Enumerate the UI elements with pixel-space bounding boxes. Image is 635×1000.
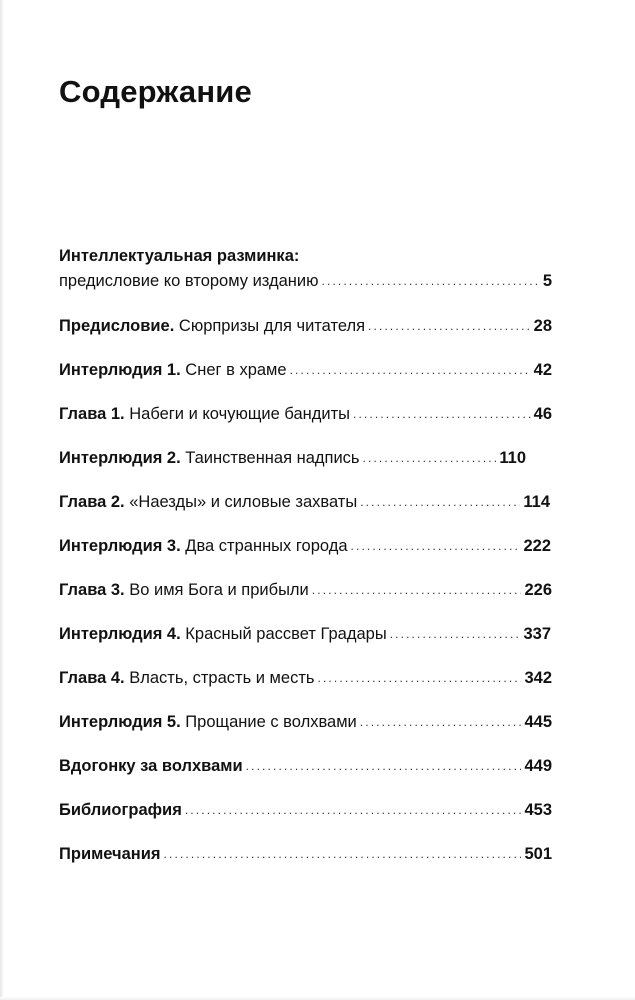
toc-entry-text: Власть, страсть и месть: [124, 669, 315, 687]
toc-entry: [59, 316, 552, 337]
toc-entry: [59, 624, 551, 645]
toc-entry: [59, 712, 552, 733]
toc-entry-label: [59, 448, 360, 468]
dot-leader: [360, 492, 520, 512]
toc-page-number: 342: [524, 669, 552, 687]
dot-leader: [312, 580, 522, 600]
toc-entry: [59, 800, 552, 821]
toc-entry-lead: Интерлюдия 5.: [59, 713, 181, 731]
toc-entry-text: Снег в храме: [180, 361, 287, 379]
toc-entry-lead: Библиография: [59, 801, 182, 819]
toc-entry-label: [59, 316, 365, 336]
toc-entry-label: [59, 580, 309, 600]
dot-leader: [322, 271, 540, 291]
toc-entry-label: [59, 271, 319, 291]
toc-page-number: 46: [533, 405, 552, 423]
toc-entry-text: Два странных города: [180, 537, 348, 555]
toc-entry-line: [59, 668, 552, 689]
toc-entry-text: Во имя Бога и прибыли: [124, 581, 309, 599]
page-title: Содержание: [59, 74, 252, 109]
dot-leader: [246, 756, 522, 776]
toc-entry-label: [59, 668, 314, 688]
toc-entry-label: [59, 844, 161, 864]
toc-page-number: 114: [523, 493, 550, 511]
toc-entry-lead: Интерлюдия 3.: [59, 537, 181, 555]
toc-entry: [59, 492, 550, 513]
dot-leader: [290, 360, 531, 380]
toc-page-number: 42: [533, 361, 552, 379]
toc-page-number: 337: [523, 625, 551, 643]
toc-entry-text: Сюрпризы для читателя: [174, 317, 366, 335]
toc-entry-lead: Примечания: [59, 845, 161, 863]
dot-leader: [363, 448, 497, 468]
toc-page-number: 226: [524, 581, 552, 599]
dot-leader: [360, 712, 522, 732]
toc-entry: [59, 756, 552, 777]
toc-entry: [59, 536, 551, 557]
dot-leader: [317, 668, 521, 688]
toc-entry-line: [59, 271, 552, 292]
toc-entry: [59, 580, 552, 601]
toc-entry-heading: Интеллектуальная разминка:: [59, 247, 300, 265]
toc-entry-line: [59, 360, 552, 381]
toc-entry-label: [59, 492, 357, 512]
toc-entry-line: [59, 800, 552, 821]
toc-entry: [59, 668, 552, 689]
toc-entry-lead: Вдогонку за волхвами: [59, 757, 243, 775]
dot-leader: [353, 404, 531, 424]
toc-entry-lead: Интерлюдия 4.: [59, 625, 181, 643]
toc-entry-line: [59, 580, 552, 601]
toc-entry-line: [59, 624, 551, 645]
scan-edge-shadow: [0, 0, 4, 1000]
toc-entry-text: Таинственная надпись: [180, 449, 360, 467]
toc-entry-text: Прощание с волхвами: [180, 713, 357, 731]
dot-leader: [368, 316, 531, 336]
toc-entry-label: [59, 712, 357, 732]
toc-entry-label: [59, 756, 243, 776]
toc-entry-lead: Глава 3.: [59, 581, 125, 599]
dot-leader: [164, 844, 522, 864]
toc-entry: [59, 360, 552, 381]
toc-entry-line: [59, 756, 552, 777]
toc-entry-line: [59, 536, 551, 557]
toc-page-number: 453: [524, 801, 552, 819]
toc-entry-lead: Предисловие.: [59, 317, 175, 335]
toc-entry: [59, 844, 552, 865]
dot-leader: [351, 536, 521, 556]
toc-entry-text: Красный рассвет Градары: [180, 625, 387, 643]
toc-page-number: 501: [524, 845, 552, 863]
toc-entry-lead: Глава 4.: [59, 669, 125, 687]
toc-page-number: 110: [499, 449, 526, 467]
toc-entry-text: предисловие ко второму изданию: [59, 272, 319, 290]
toc-entry-line: [59, 316, 552, 337]
toc-entry-label: [59, 624, 387, 644]
toc-entry-label: [59, 800, 182, 820]
toc-entry-label: [59, 404, 350, 424]
toc-entry: [59, 246, 552, 292]
toc-entry-line: [59, 844, 552, 865]
toc-page-number: 28: [533, 317, 552, 335]
dot-leader: [390, 624, 521, 644]
toc-entry-lead: Глава 1.: [59, 405, 125, 423]
toc-entry-text: Набеги и кочующие бандиты: [124, 405, 350, 423]
toc-entry-line: [59, 448, 526, 469]
toc-entry-label: [59, 536, 348, 556]
toc-entry-lead: Интерлюдия 1.: [59, 361, 181, 379]
toc-entry-lead: Интерлюдия 2.: [59, 449, 181, 467]
dot-leader: [185, 800, 522, 820]
toc-entry-line: [59, 404, 552, 425]
toc-entry-lead: Глава 2.: [59, 493, 125, 511]
toc-entry-label: [59, 360, 287, 380]
toc-page-number: 222: [523, 537, 551, 555]
toc-entry-line: [59, 712, 552, 733]
toc-entry-line: [59, 492, 550, 513]
toc-entry: [59, 404, 552, 425]
toc-page-number: 5: [542, 272, 552, 290]
toc-entry-text: «Наезды» и силовые захваты: [124, 493, 358, 511]
toc-page-number: 449: [524, 757, 552, 775]
toc-page-number: 445: [524, 713, 552, 731]
toc-entry: [59, 448, 526, 469]
